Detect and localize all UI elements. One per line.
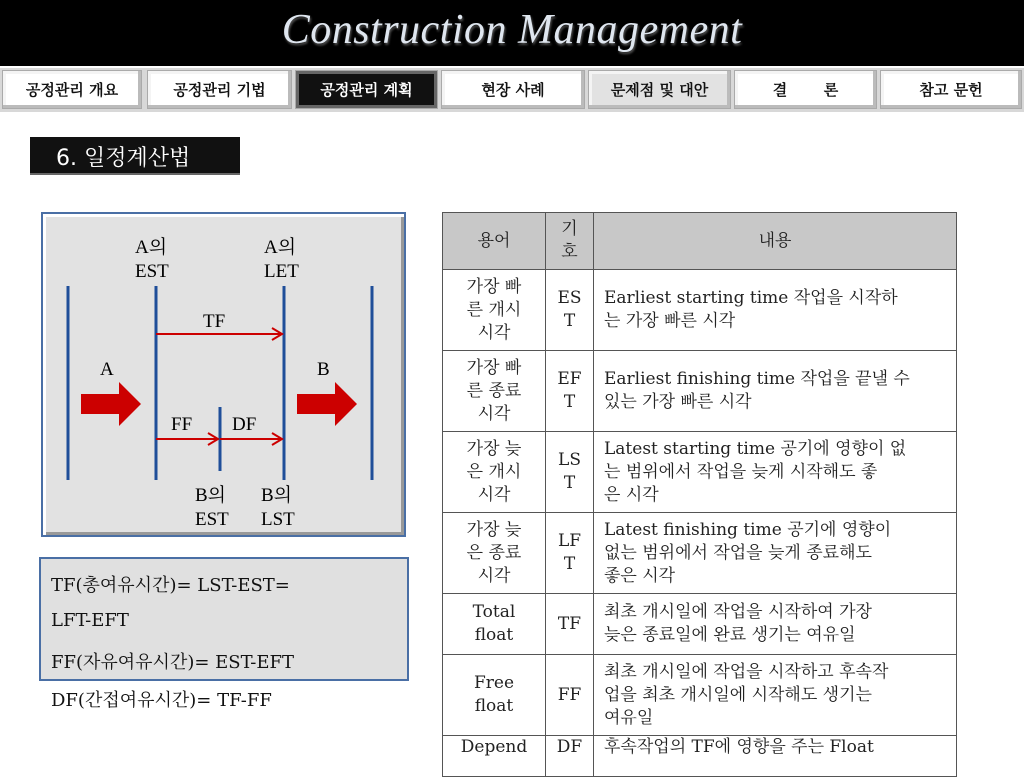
cell-content: 최초 개시일에 작업을 시작하고 후속작 업을 최초 개시일에 시작해도 생기는 여유일 — [594, 655, 957, 736]
formula-line-4: DF(간접여유시간)= TF-FF — [51, 690, 272, 711]
a-arrow-shape — [81, 382, 141, 426]
b-arrow-shape — [297, 382, 357, 426]
table-row — [443, 655, 957, 736]
header-term: 용어 — [443, 213, 546, 270]
tab-problems[interactable]: 문제점 및 대안 — [588, 70, 731, 109]
cell-symbol: LS T — [546, 432, 594, 513]
cell-content: Latest finishing time 공기에 영향이 없는 범위에서 작업을 늦게 종료해도 좋은 시각 — [594, 513, 957, 594]
tab-overview[interactable]: 공정관리 개요 — [2, 70, 142, 109]
cell-term: Depend — [443, 736, 546, 777]
table-row — [443, 736, 957, 777]
table-header-row — [443, 213, 957, 270]
cell-term: Total float — [443, 594, 546, 655]
label-a: A — [100, 359, 114, 380]
page-title: Construction Management — [281, 7, 743, 53]
cell-content: Latest starting time 공기에 영향이 없 는 범위에서 작업을 늦게 시작해도 좋 은 시각 — [594, 432, 957, 513]
label-b: B — [317, 359, 330, 380]
label-a-est: A의 EST — [135, 237, 169, 282]
tab-planning[interactable]: 공정관리 계획 — [295, 70, 438, 109]
cell-symbol: DF — [546, 736, 594, 777]
header-bar — [0, 0, 1024, 66]
cell-term: 가장 빠 른 종료 시각 — [443, 351, 546, 432]
header-symbol: 기 호 — [546, 213, 594, 270]
label-ff: FF — [171, 414, 193, 435]
formula-line-3: FF(자유여유시간)= EST-EFT — [51, 652, 295, 673]
header-content: 내용 — [594, 213, 957, 270]
label-df: DF — [232, 414, 257, 435]
table-row — [443, 351, 957, 432]
cell-content: Earliest starting time 작업을 시작하 는 가장 빠른 시각 — [594, 270, 957, 351]
cell-symbol: LF T — [546, 513, 594, 594]
cell-content: Earliest finishing time 작업을 끝낼 수 있는 가장 빠른 시각 — [594, 351, 957, 432]
cell-symbol: TF — [546, 594, 594, 655]
float-diagram — [41, 212, 406, 537]
cell-term: 가장 늦 은 종료 시각 — [443, 513, 546, 594]
tab-case-study[interactable]: 현장 사례 — [441, 70, 585, 109]
formula-line-2: LFT-EFT — [51, 610, 129, 631]
cell-symbol: FF — [546, 655, 594, 736]
formula-line-1: TF(총여유시간)= LST-EST= — [51, 575, 290, 596]
cell-term: 가장 늦 은 개시 시각 — [443, 432, 546, 513]
label-tf: TF — [203, 311, 226, 332]
nav-bar — [0, 68, 1024, 112]
table-row — [443, 270, 957, 351]
cell-term: Free float — [443, 655, 546, 736]
section-title: 6. 일정계산법 — [30, 137, 240, 175]
label-b-est: B의 EST — [195, 485, 229, 530]
tab-conclusion[interactable]: 결 론 — [734, 70, 877, 109]
label-a-let: A의 LET — [264, 237, 299, 282]
cell-content: 후속작업의 TF에 영향을 주는 Float — [594, 736, 957, 777]
tab-references[interactable]: 참고 문헌 — [880, 70, 1022, 109]
label-b-lst: B의 LST — [261, 485, 295, 530]
terms-table — [442, 212, 957, 777]
cell-symbol: EF T — [546, 351, 594, 432]
table-row — [443, 594, 957, 655]
table-row — [443, 513, 957, 594]
cell-term: 가장 빠 른 개시 시각 — [443, 270, 546, 351]
cell-symbol: ES T — [546, 270, 594, 351]
table-row — [443, 432, 957, 513]
cell-content: 최초 개시일에 작업을 시작하여 가장 늦은 종료일에 완료 생기는 여유일 — [594, 594, 957, 655]
tab-techniques[interactable]: 공정관리 기법 — [147, 70, 292, 109]
